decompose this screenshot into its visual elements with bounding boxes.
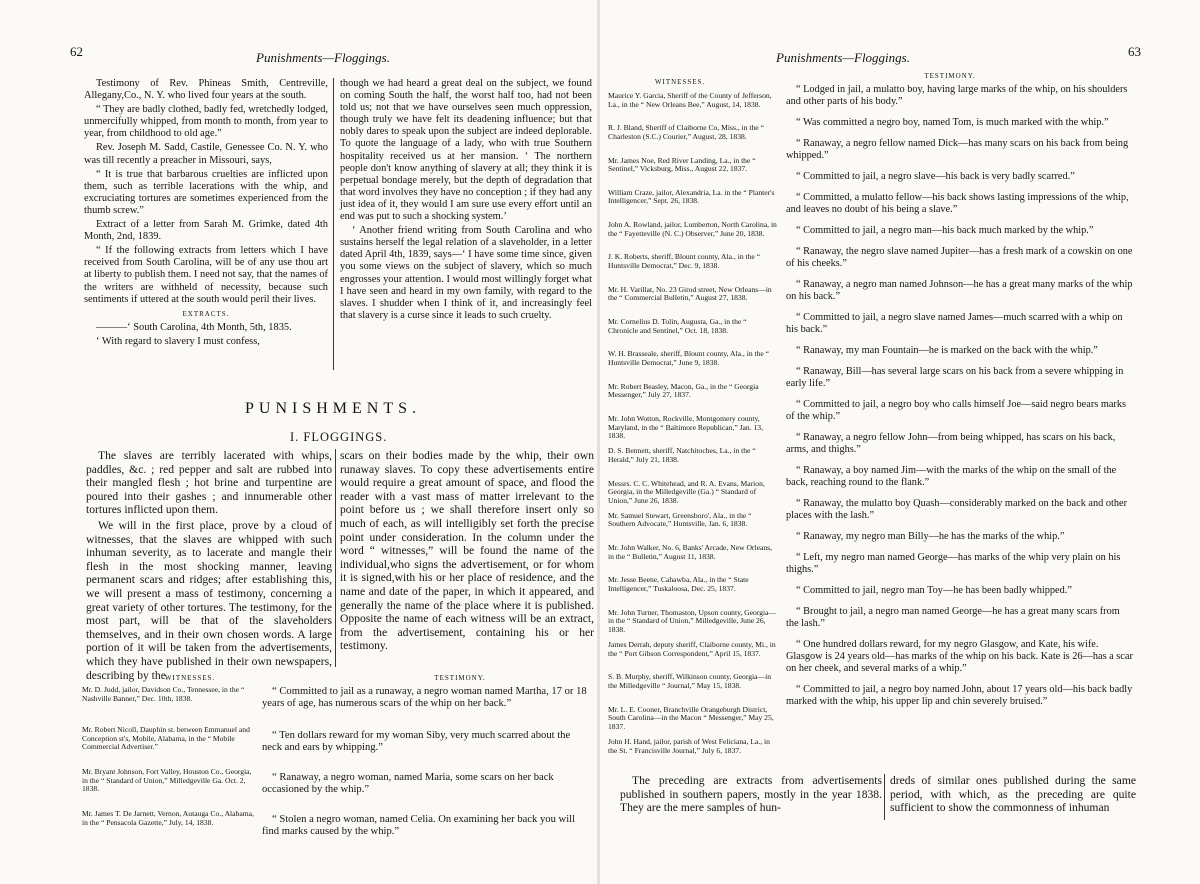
witness-entry: Mr. John Wotton, Rockville, Montgomery county, Maryland, in the “ Baltimore Republican,” Jan. 13, 1838. [608,413,763,441]
footer-para-left: The preceding are extracts from advertisements published in southern papers, mostly in the year 1838. They are the mere samples of hun- [620,774,882,815]
right-page-number: 63 [1128,44,1141,59]
left-column-1 [84,78,328,374]
right-running-head: Punishments—Floggings. [776,50,910,65]
column-divider [333,78,334,370]
body-para-3: scars on their bodies made by the whip, their own runaway slaves. To copy these advertisements entire would require a great amount of space, and flood the reader with a vast mass of matter irrelevant to the point before us ; we shall therefore insert only so much of each, as will intelligibly set forth the precise point under consideration. In the column under the word “ witnesses,” will be found the name of the individual,who signs the advertisement, or for whom it is signed,with his or her place of residence, and the name and date of the paper, in which it appeared, and generally the name of the place where it is published. Opposite the name of each witness will be an extract, from the advertisement, containing his or her testimony. [340,449,594,653]
right-testimonies [786,84,1134,784]
witness-entry: Messrs. C. C. Whitehead, and R. A. Evans, Marion, Georgia, in the Milledgeville (Ga.) “ Standard of Union,” June 26, 1838. [608,478,765,505]
witnesses-label-left: WITNESSES. [164,674,216,682]
testimony-entry: “ Committed, a mulatto fellow—his back shows lasting impressions of the whip, and leaves no doubt of his being a slave.” [786,192,1129,215]
witnesses-label-right: WITNESSES. [654,78,706,86]
testimony-entry: “ Committed to jail, a negro boy named John, about 17 years old—his back badly marked with the whip, his upper lip and chin severely bruised.” [786,684,1133,707]
witness-entry: Mr. James T. De Jarnett, Vernon, Autauga Co., Alabama, in the “ Pensacola Gazette,” July, 14, 1838. [82,809,254,827]
left-witnesses [82,686,254,836]
witness-entry: Mr. D. Judd, jailor, Davidson Co., Tennessee, in the “ Nashville Banner,” Dec. 10th, 1838. [82,685,245,703]
testimony-entry: “ Committed to jail, negro man Toy—he has been badly whipped.” [796,585,1072,596]
right-page [600,0,1200,884]
footer-para-right: dreds of similar ones published during the same period, with which, as the preceding are quite sufficient to show the commonness of inhuman [890,774,1136,815]
witness-entry: Maurice Y. Garcia, Sheriff of the County of Jefferson, La., in the “ New Orleans Bee,” August, 14, 1838. [608,91,772,109]
witness-entry: D. S. Bennett, sheriff, Natchitoches, La., in the “ Herald,” July 21, 1838. [608,446,756,464]
testimony-entry: “ Committed to jail, a negro slave named James—much scarred with a whip on his back.” [786,312,1123,335]
witness-entry: William Craze, jailor, Alexandria, La. in the “ Planter's Intelligencer,” Sept. 26, 1838. [608,187,775,206]
testimony-entry: “ Committed to jail, a negro slave—his back is very badly scarred.” [796,171,1075,182]
sadd-quote: “ It is true that barbarous cruelties are inflicted upon them, such as terrible lacerations with the whip, and excruciating tortures are sometimes experienced from the thumb screw.” [84,168,328,216]
testimony-entry: “ Committed to jail, a negro man—his back much marked by the whip.” [796,225,1094,236]
testimony-entry: “ Left, my negro man named George—has marks of the whip very plain on his thighs.” [786,552,1121,575]
testimony-entry: “ Ranaway, Bill—has several large scars on his back from a severe whipping in early life.” [786,366,1124,389]
witness-entry: Mr. H. Varillat, No. 23 Girod street, New Orleans—in the “ Commercial Bulletin,” August 27, 1838. [608,284,772,303]
footer-right [890,774,1136,830]
witness-entry: John A. Rowland, jailor, Lumberton, North Carolina, in the “ Fayetteville (N. C.) Observer,” June 20, 1838. [608,220,777,238]
testimony-entry: “ Committed to jail as a runaway, a negro woman named Martha, 17 or 18 years of age, has numerous scars of the whip on her back.” [262,686,587,710]
witness-entry: Mr. Robert Nicoll, Dauphin st. between Emmanuel and Conception st's, Mobile, Alabama, in the “ Mobile Commercial Advertiser.” [82,725,250,752]
testimony-entry: “ Ten dollars reward for my woman Siby, very much scarred about the neck and ears by whipping.” [262,730,571,754]
witness-entry: Mr. Cornelius D. Tolin, Augusta, Ga., in the “ Chronicle and Sentinel,” Oct. 18, 1838. [608,317,747,335]
witness-entry: Mr. John Walker, No. 6, Banks' Arcade, New Orleans, in the “ Bulletin,” August 11, 1838. [608,543,772,561]
left-page-number: 62 [70,44,83,59]
body-divider [335,449,336,667]
witness-entry: W. H. Brasseale, sheriff, Blount county, Ala., in the “ Huntsville Democrat,” June 9, 1838. [608,349,770,367]
smith-quote: “ They are badly clothed, badly fed, wretchedly lodged, unmercifully whipped, from month to month, from year to year, from childhood to old age.” [84,104,328,140]
testimony-entry: “ Ranaway, a negro man named Johnson—he has a great many marks of the whip on his back.” [786,279,1133,302]
letter-continuation: though we had heard a great deal on the subject, we found on coming South the half, the worst half too, had not been told us; not that we have ourselves seen much oppression, though truly we have felt its deadening influence; but that nobly dares to speak upon the subject are indeed deplorable. To quote the language of a lady, who with true Southern hospitality received us at her mansion. ‘ The northern people don't know anything of slavery at all; they think it is perpetual bondage merely, but the depth of degradation that that word involves they have no conception ; if they had any just idea of it, they would I am sure use every effort until an end was put to such a shocking system.’ [340,78,592,223]
body-para-1: The slaves are terribly lacerated with whips, paddles, &c. ; red pepper and salt are rubbed into their mangled flesh ; hot brine and turpentine are poured into their gashes ; and innumerable other tortures inflicted upon them. [86,449,332,517]
footer-divider [884,774,885,820]
testimony-entry: “ Ranaway, a negro fellow John—from being whipped, has scars on his back, arms, and thighs.” [786,432,1116,455]
sadd-intro: Rev. Joseph M. Sadd, Castile, Genessee Co. N. Y. who was till recently a preacher in Missouri, says, [84,142,328,166]
testimony-entry: “ Ranaway, my man Fountain—he is marked on the back with the whip.” [796,345,1098,356]
witness-entry: Mr. Samuel Stewart, Greensboro', Ala., in the “ Southern Advocate,” Huntsville, Jan. 6, 1838. [608,510,752,529]
testimony-entry: “ Ranaway, the negro slave named Jupiter—has a fresh mark of a cowskin on one of his cheeks.” [786,246,1133,269]
testimony-entry: “ Ranaway, my negro man Billy—he has the marks of the whip.” [796,531,1065,542]
witness-entry: Mr. John Turner, Thomaston, Upson county, Georgia—in the “ Standard of Union,” Milledgeville, June 26, 1838. [608,607,777,634]
left-column-2 [340,78,592,374]
testimony-entry: “ Ranaway, a boy named Jim—with the marks of the whip on the small of the back, reaching round to the flank.” [786,465,1117,488]
footer-left [620,774,882,830]
testimony-entry: “ Brought to jail, a negro man named George—he has a great many scars from the lash.” [786,606,1120,629]
testimony-label-left: TESTIMONY. [434,674,486,682]
witness-entry: James Derrah, deputy sheriff, Claiborne county, Mi., in the “ Port Gibson Correspondent,” April 15, 1837. [608,640,776,658]
witness-entry: Mr. Jesse Beene, Cahawba, Ala., in the “ State Intelligencer,” Tuskaloosa, Dec. 25, 1837. [608,575,749,594]
left-testimonies [262,686,592,836]
extract-date: ———‘ South Carolina, 4th Month, 5th, 1835. [96,321,292,333]
body-column-1 [86,449,332,682]
grimke-quote: “ If the following extracts from letters which I have received from South Carolina, will be of any use thou art at liberty to publish them. I need not say, that the names of the writers are withheld of necessity, because such sentiments if uttered at the south would peril their lives. [84,245,328,305]
witness-entry: Mr. James Noe, Red River Landing, La., in the “ Sentinel,” Vicksburg, Miss., August 22, 1837. [608,155,756,174]
grimke-intro: Extract of a letter from Sarah M. Grimke, dated 4th Month, 2nd, 1839. [84,219,328,243]
witness-entry: S. B. Murphy, sheriff, Wilkinson county, Georgia—in the Milledgeville “ Journal,” May 15, 1838. [608,672,772,690]
extracts-label: EXTRACTS. [182,309,230,318]
witness-entry: Mr. Robert Beasley, Macon, Ga., in the “ Georgia Messenger,” July 27, 1837. [608,381,759,400]
testimony-entry: “ Ranaway, the mulatto boy Quash—considerably marked on the back and other places with the lash.” [786,498,1128,521]
witness-entry: John H. Hand, jailor, parish of West Feliciana, La., in the St. “ Francisville Journal,” July 6, 1837. [608,736,770,755]
testimony-label-right: TESTIMONY. [924,72,976,80]
left-running-head: Punishments—Floggings. [256,50,390,65]
witness-entry: J. K. Roberts, sheriff, Blount county, Ala., in the “ Huntsville Democrat,” Dec. 9, 1838. [608,252,761,271]
body-para-2: We will in the first place, prove by a cloud of witnesses, that the slaves are whipped with such inhuman severity, as to lacerate and mangle their flesh in the most shocking manner, leaving permanent scars and ridges; after establishing this, we will present a mass of testimony, concerning a great variety of other tortures. The testimony, for the most part, will be that of the slaveholders themselves, and in their own chosen words. A large portion of it will be taken from the advertisements, which they have published in their own newspapers, describing by the [86,518,332,682]
section-title: PUNISHMENTS. [245,400,422,417]
witness-entry: Mr. Bryant Johnson, Fort Valley, Houston Co., Georgia, in the “ Standard of Union,” Milledgeville Ga. Oct. 2, 1838. [82,767,252,794]
testimony-entry: “ Lodged in jail, a mulatto boy, having large marks of the whip, on his shoulders and other parts of his body.” [786,84,1128,107]
testimony-entry: “ Ranaway, a negro woman, named Maria, some scars on her back occasioned by the whip.” [262,772,554,796]
second-letter: ‘ Another friend writing from South Carolina and who sustains herself the legal relation of a slaveholder, in a letter dated April 4th, 1839, says—‘ I have some time since, given you some views on the subject of slavery, which so much engrosses your attention. I would most willingly forget what I have seen and heard in my own family, with regard to the slaves. I shudder when I think of it, and increasingly feel that slavery is a curse since it leads to such cruelty. [340,225,592,321]
testimony-entry: “ Committed to jail, a negro boy who calls himself Joe—said negro bears marks of the whip.” [786,399,1126,422]
testimony-entry: “ Stolen a negro woman, named Celia. On examining her back you will find marks caused by the whip.” [262,814,576,838]
body-column-2 [340,449,594,669]
testimony-entry: “ One hundred dollars reward, for my negro Glasgow, and Kate, his wife. Glasgow is 24 years old—has marks of the whip on his back. Kate is 26—has a scar on her cheek, and several marks of a whip.” [786,639,1133,674]
testimony-entry: “ Ranaway, a negro fellow named Dick—has many scars on his back from being whipped.” [786,138,1129,161]
smith-testimony: Testimony of Rev. Phineas Smith, Centreville, Allegany,Co., N. Y. who lived four years at the south. [84,78,328,102]
extract-start: ‘ With regard to slavery I must confess, [96,335,260,347]
testimony-entry: “ Was committed a negro boy, named Tom, is much marked with the whip.” [796,117,1109,128]
witness-entry: R. J. Bland, Sheriff of Claiborne Co, Miss., in the “ Charleston (S.C.) Courier,” August, 28, 1838. [608,123,764,141]
witness-entry: Mr. L. E. Cooner, Branchville Orangeburgh District, South Carolina—in the Macon “ Messenger,” May 25, 1837. [608,704,774,731]
right-witnesses [608,92,778,782]
section-subtitle: I. FLOGGINGS. [290,430,388,444]
left-page [0,0,598,884]
